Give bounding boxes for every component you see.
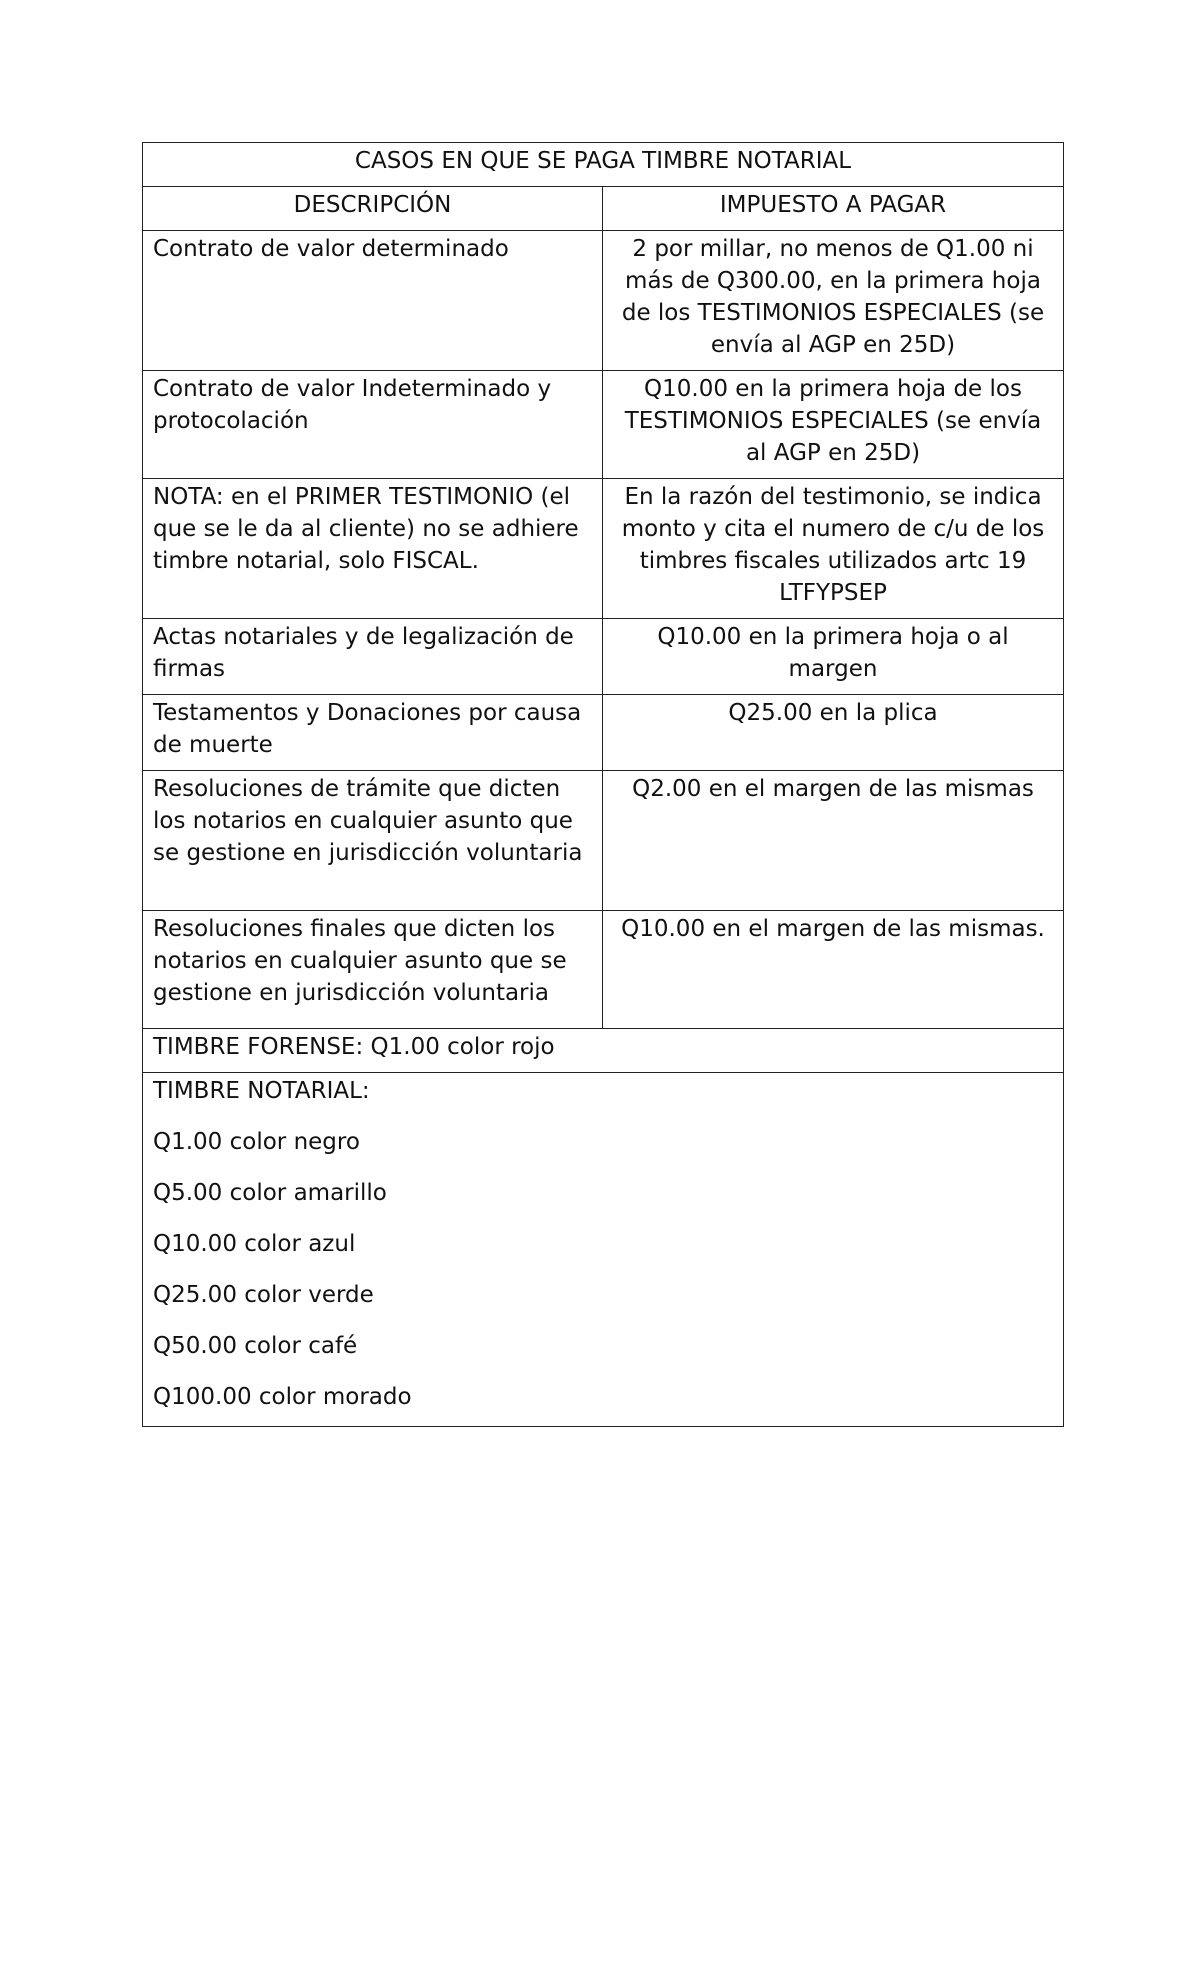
- row-description: Contrato de valor Indeterminado y protocolación: [143, 371, 603, 479]
- column-header-tax: IMPUESTO A PAGAR: [603, 187, 1064, 231]
- row-description: NOTA: en el PRIMER TESTIMONIO (el que se le da al cliente) no se adhiere timbre notarial, solo FISCAL.: [143, 479, 603, 619]
- row-tax: En la razón del testimonio, se indica monto y cita el numero de c/u de los timbres fiscales utilizados artc 19 LTFYPSEP: [603, 479, 1064, 619]
- row-tax: Q10.00 en la primera hoja o al margen: [603, 619, 1064, 695]
- stamp-color-item: Q25.00 color verde: [153, 1282, 374, 1308]
- forense-row: [143, 1029, 1064, 1073]
- row-tax: Q10.00 en la primera hoja de los TESTIMONIOS ESPECIALES (se envía al AGP en 25D): [603, 371, 1064, 479]
- row-description: Resoluciones finales que dicten los notarios en cualquier asunto que se gestione en jurisdicción voluntaria: [143, 911, 603, 1029]
- row-description: Resoluciones de trámite que dicten los notarios en cualquier asunto que se gestione en jurisdicción voluntaria: [143, 771, 603, 911]
- stamp-tax-table: [142, 142, 1064, 1427]
- stamp-color-item: Q1.00 color negro: [153, 1129, 360, 1155]
- row-description: Actas notariales y de legalización de firmas: [143, 619, 603, 695]
- stamp-color-item: Q10.00 color azul: [153, 1231, 356, 1257]
- row-description: Contrato de valor determinado: [143, 231, 603, 371]
- row-description: Testamentos y Donaciones por causa de muerte: [143, 695, 603, 771]
- row-tax: 2 por millar, no menos de Q1.00 ni más de Q300.00, en la primera hoja de los TESTIMONIOS ESPECIALES (se envía al AGP en 25D): [603, 231, 1064, 371]
- column-header-description: DESCRIPCIÓN: [143, 187, 603, 231]
- row-tax: Q25.00 en la plica: [603, 695, 1064, 771]
- stamp-color-item: Q50.00 color café: [153, 1333, 358, 1359]
- table-row: [143, 695, 1064, 771]
- row-tax: Q10.00 en el margen de las mismas.: [603, 911, 1064, 1029]
- stamp-color-item: Q100.00 color morado: [153, 1384, 412, 1410]
- table-row: [143, 771, 1064, 911]
- table-row: [143, 911, 1064, 1029]
- timbre-notarial-heading: TIMBRE NOTARIAL:: [153, 1078, 370, 1104]
- notarial-row: [143, 1073, 1064, 1427]
- timbre-forense-text: TIMBRE FORENSE: Q1.00 color rojo: [143, 1029, 1064, 1073]
- table-title: CASOS EN QUE SE PAGA TIMBRE NOTARIAL: [143, 143, 1064, 187]
- table-row: [143, 619, 1064, 695]
- table-row: [143, 479, 1064, 619]
- table-row: [143, 371, 1064, 479]
- header-row: [143, 187, 1064, 231]
- row-tax: Q2.00 en el margen de las mismas: [603, 771, 1064, 911]
- timbre-notarial-cell: [143, 1073, 1064, 1427]
- title-row: [143, 143, 1064, 187]
- stamp-color-item: Q5.00 color amarillo: [153, 1180, 387, 1206]
- table-row: [143, 231, 1064, 371]
